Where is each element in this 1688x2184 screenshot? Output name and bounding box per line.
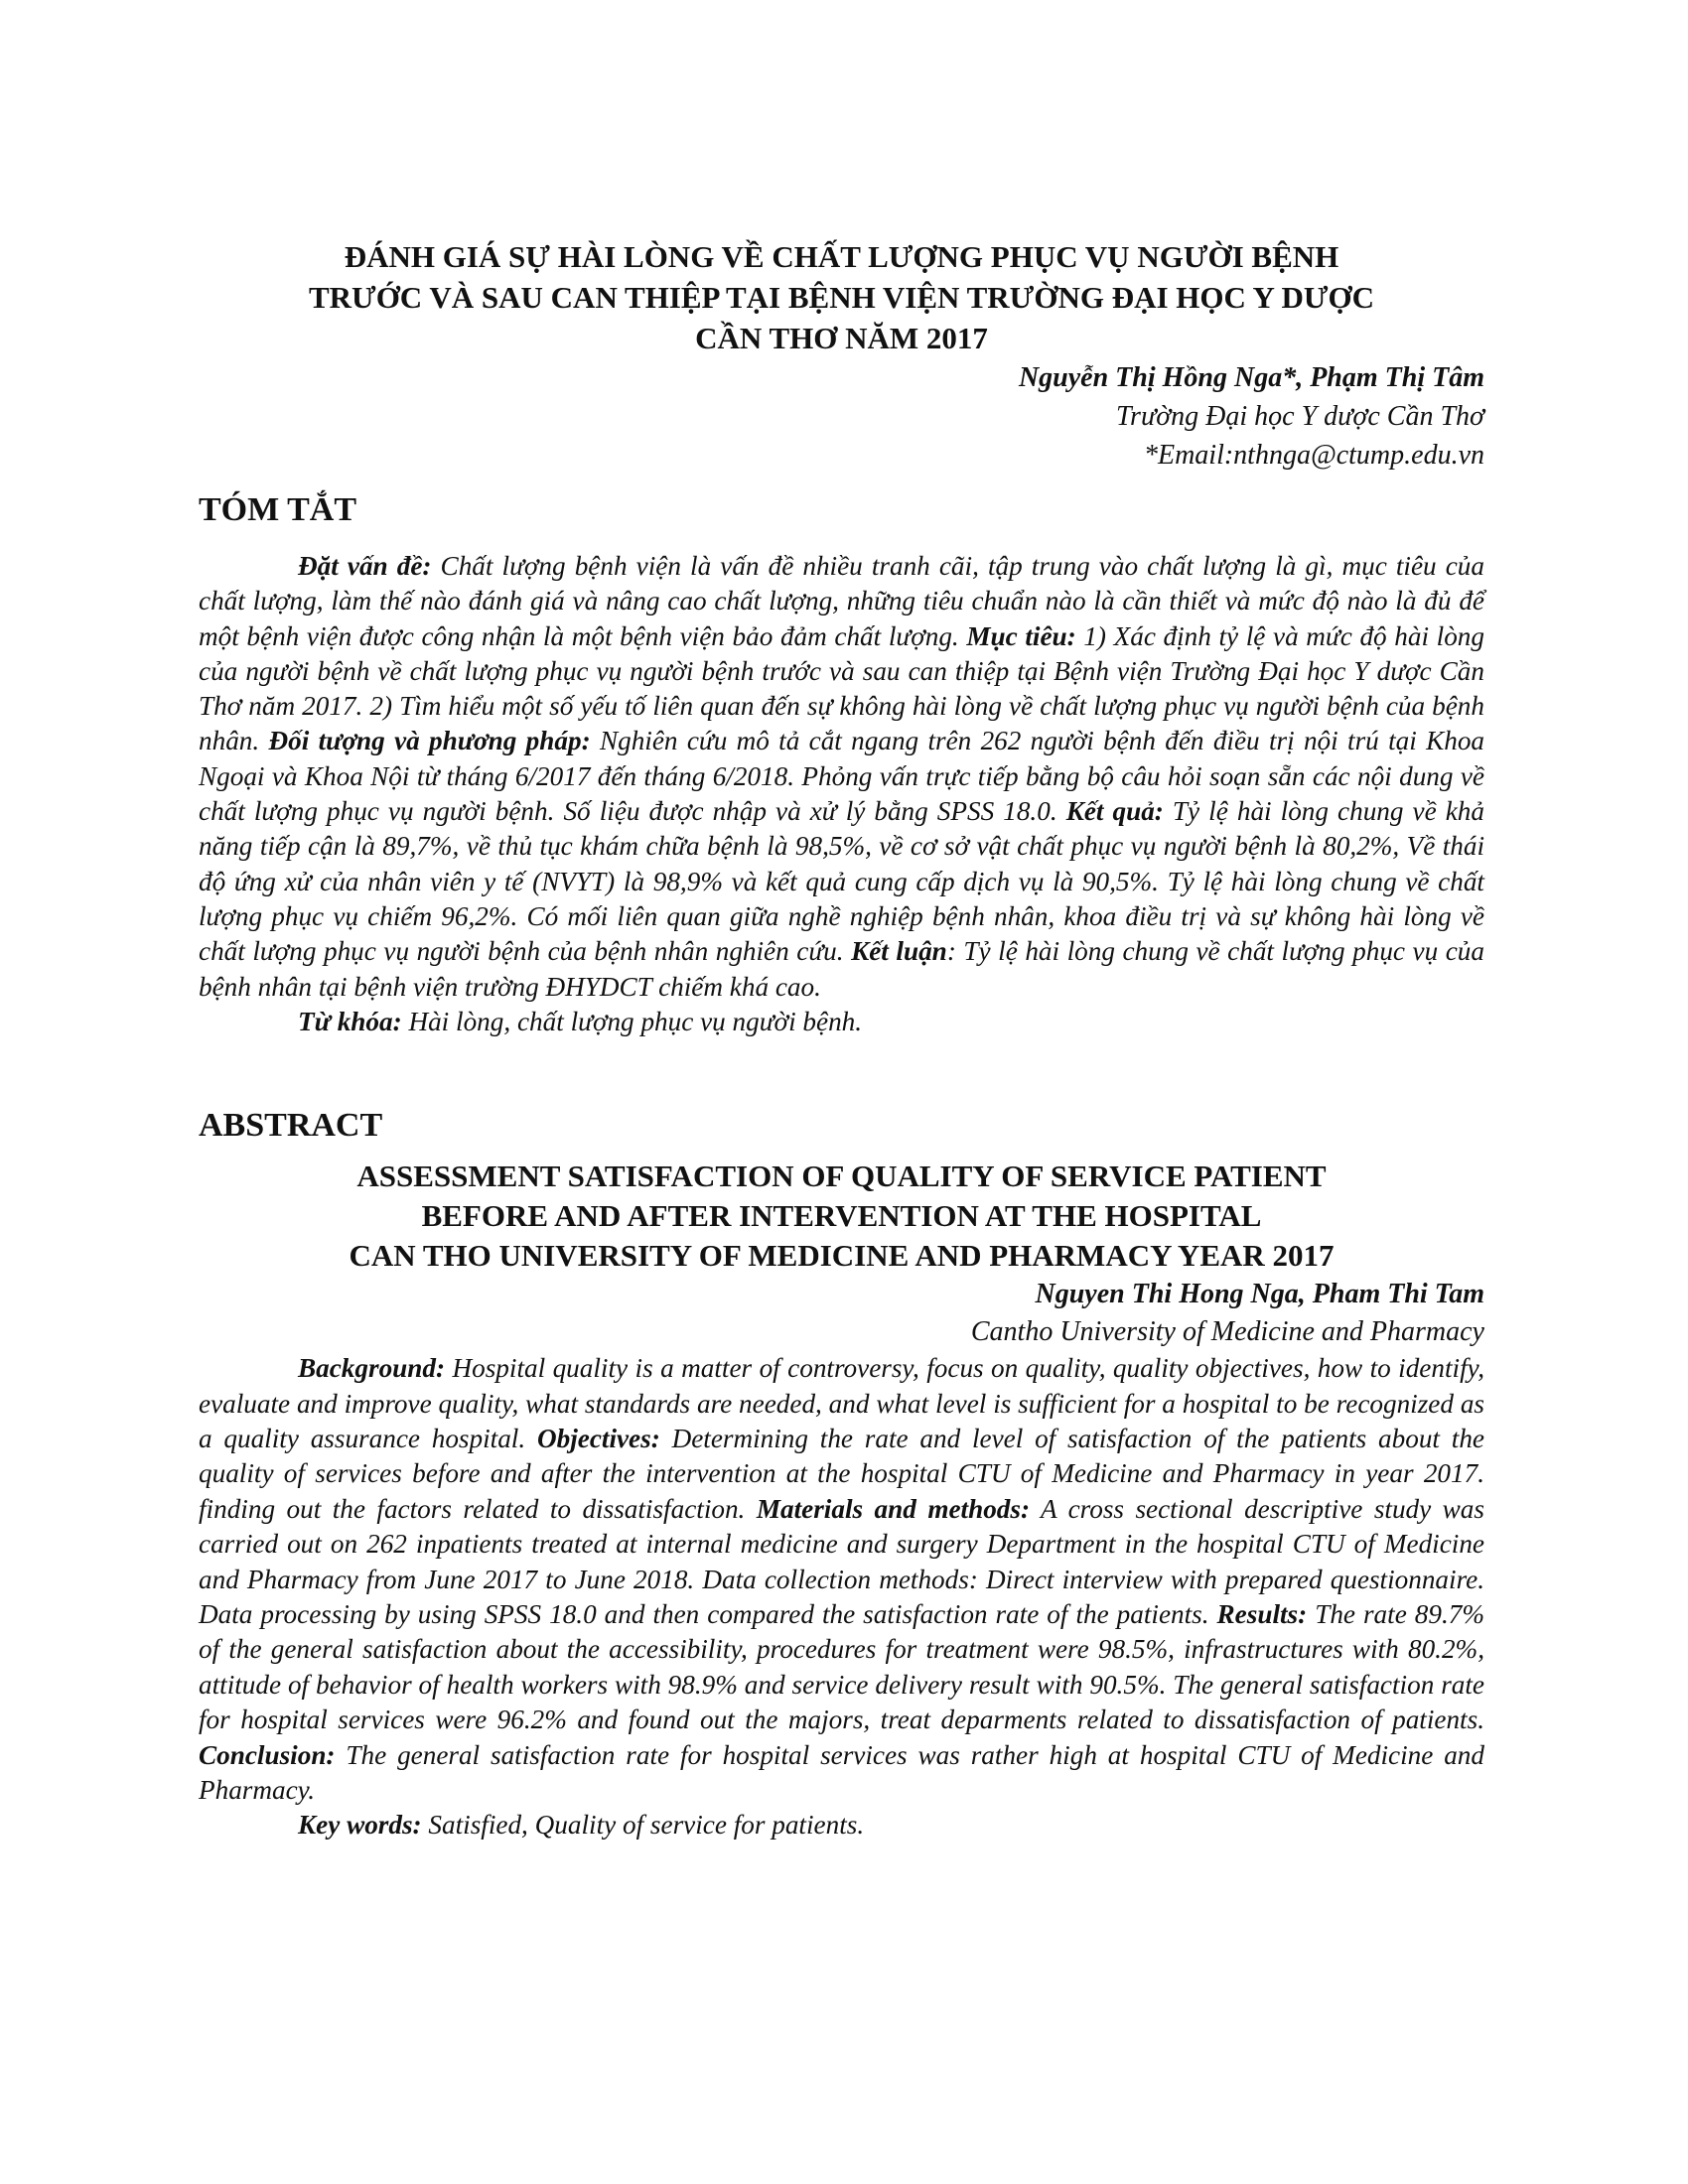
vi-title [199, 236, 1484, 358]
en-keywords-label: Key words: [298, 1810, 422, 1841]
vi-methods-label: Đối tượng và phương pháp: [268, 726, 591, 756]
en-keywords-text: Satisfied, Quality of service for patients. [421, 1810, 865, 1841]
en-title-line: CAN THO UNIVERSITY OF MEDICINE AND PHARMACY YEAR 2017 [349, 1238, 1335, 1274]
en-authors: Nguyen Thi Hong Nga, Pham Thi Tam [1035, 1279, 1484, 1310]
en-title-line: ASSESSMENT SATISFACTION OF QUALITY OF SERVICE PATIENT [356, 1159, 1327, 1194]
vi-keywords [199, 1005, 1484, 1039]
vi-results-label: Kết quả: [1065, 796, 1164, 827]
en-results-label: Results: [1216, 1599, 1308, 1629]
en-abstract-paragraph [199, 1351, 1484, 1808]
vi-title-line: TRƯỚC VÀ SAU CAN THIỆP TẠI BỆNH VIỆN TRƯỜNG ĐẠI HỌC Y DƯỢC [308, 280, 1375, 315]
vi-objectives-text: 1) Xác định tỷ lệ và mức độ hài lòng của người bệnh về chất lượng phục vụ người bệnh trước và sau can thiệp tại Bệnh viện Trường Đại học Y dược Cần Thơ năm 2017. 2) Tìm hiểu một số yếu tố liên quan đến sự không hài lòng về chất lượng phục vụ người bệnh của bệnh nhân. [199, 620, 1484, 756]
vi-background-label: Đặt vấn đề: [298, 551, 432, 581]
vi-abstract-paragraph [199, 549, 1484, 1005]
vi-keywords-text: Hài lòng, chất lượng phục vụ người bệnh. [401, 1006, 863, 1036]
vi-title-line: ĐÁNH GIÁ SỰ HÀI LÒNG VỀ CHẤT LƯỢNG PHỤC VỤ NGƯỜI BỆNH [344, 239, 1339, 274]
en-author-block [199, 1276, 1484, 1351]
vi-objectives-label: Mục tiêu: [966, 620, 1076, 651]
en-objectives-label: Objectives: [536, 1423, 660, 1453]
en-methods-text: A cross sectional descriptive study was carried out on 262 inpatients treated at internal medicine and surgery Department in the hospital CTU of Medicine and Pharmacy from June 2017 to June 2018. Data collection methods: Direct interview with prepared questionnaire. Data processing by using SPSS 18.0 and then compared the satisfaction rate of the patients. [199, 1493, 1484, 1629]
en-keywords [199, 1808, 1484, 1843]
vi-keywords-label: Từ khóa: [298, 1006, 402, 1036]
vi-author-block [199, 358, 1484, 475]
paper-page [199, 236, 1484, 1843]
en-results-text: The rate 89.7% of the general satisfaction about the accessibility, procedures for treatment were 98.5%, infrastructures with 80.2%, attitude of behavior of health workers with 98.9% and service delivery result with 90.5%. The general satisfaction rate for hospital services were 96.2% and found out the majors, treat deparments related to dissatisfaction of patients. [199, 1599, 1484, 1735]
vi-conclusion-text: : Tỷ lệ hài lòng chung về chất lượng phục vụ của bệnh nhân tại bệnh viện trường ĐHYDCT chiếm khá cao. [199, 936, 1484, 1002]
en-objectives-text: Determining the rate and level of satisfaction of the patients about the quality of services before and after the intervention at the hospital CTU of Medicine and Pharmacy in year 2017. finding out the factors related to dissatisfaction. [199, 1423, 1484, 1524]
en-title-line: BEFORE AND AFTER INTERVENTION AT THE HOSPITAL [421, 1198, 1262, 1234]
vi-background-text: Chất lượng bệnh viện là vấn đề nhiều tranh cãi, tập trung vào chất lượng là gì, mục tiêu của chất lượng, làm thế nào đánh giá và nâng cao chất lượng, những tiêu chuẩn nào là cần thiết và mức độ nào là đủ để một bệnh viện được công nhận là một bệnh viện bảo đảm chất lượng. [199, 551, 1484, 651]
en-conclusion-label: Conclusion: [199, 1739, 336, 1770]
vi-title-line: CẦN THƠ NĂM 2017 [695, 321, 988, 355]
vi-conclusion-label: Kết luận [851, 936, 947, 967]
en-background-text: Hospital quality is a matter of controversy, focus on quality, quality objectives, how to identify, evaluate and improve quality, what standards are needed, and what level is sufficient for a hospital to be recognized as a quality assurance hospital. [199, 1353, 1484, 1453]
summary-heading: TÓM TẮT [199, 491, 357, 528]
vi-email: *Email:nthnga@ctump.edu.vn [1143, 440, 1484, 471]
en-methods-label: Materials and methods: [756, 1493, 1031, 1524]
vi-affiliation: Trường Đại học Y dược Cần Thơ [1116, 401, 1484, 432]
en-title [199, 1157, 1484, 1276]
abstract-heading: ABSTRACT [199, 1107, 383, 1145]
vi-results-text: Tỷ lệ hài lòng chung về khả năng tiếp cận là 89,7%, về thủ tục khám chữa bệnh là 98,5%, về cơ sở vật chất phục vụ người bệnh là 80,2%, Về thái độ ứng xử của nhân viên y tế (NVYT) là 98,9% và kết quả cung cấp dịch vụ là 90,5%. Tỷ lệ hài lòng chung về chất lượng phục vụ chiếm 96,2%. Có mối liên quan giữa nghề nghiệp bệnh nhân, khoa điều trị và sự không hài lòng về chất lượng phục vụ người bệnh của bệnh nhân nghiên cứu. [199, 796, 1484, 967]
vi-methods-text: Nghiên cứu mô tả cắt ngang trên 262 người bệnh đến điều trị nội trú tại Khoa Ngoại và Khoa Nội từ tháng 6/2017 đến tháng 6/2018. Phỏng vấn trực tiếp bằng bộ câu hỏi soạn sẵn các nội dung về chất lượng phục vụ người bệnh. Số liệu được nhập và xử lý bằng SPSS 18.0. [199, 726, 1485, 827]
vi-authors: Nguyễn Thị Hồng Nga*, Phạm Thị Tâm [1018, 362, 1484, 393]
en-background-label: Background: [298, 1353, 446, 1384]
en-affiliation: Cantho University of Medicine and Pharmacy [970, 1316, 1484, 1348]
en-conclusion-text: The general satisfaction rate for hospital services was rather high at hospital CTU of Medicine and Pharmacy. [199, 1739, 1484, 1806]
